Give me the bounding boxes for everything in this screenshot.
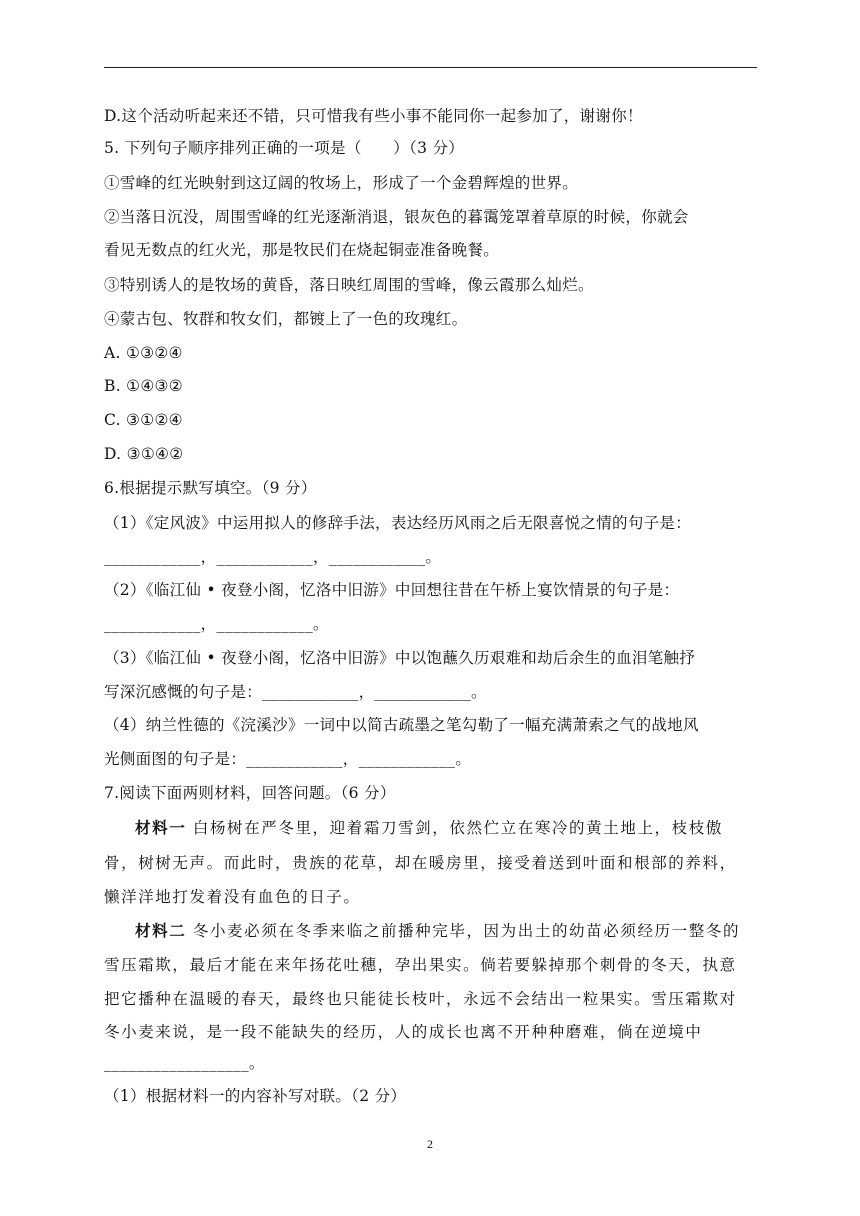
material-1-label: 材料一 [135,818,187,837]
q6-part3-prompt: （3）《临江仙 • 夜登小阁，忆洛中旧游》中以饱蘸久历艰难和劫后余生的血泪笔触抒 [104,649,696,667]
q6-part1-prompt: （1）《定风波》中运用拟人的修辞手法，表达经历风雨之后无限喜悦之情的句子是： [104,514,692,532]
q5-sentence-1: ①雪峰的红光映射到这辽阔的牧场上，形成了一个金碧辉煌的世界。 [104,174,579,192]
material-2-label: 材料二 [135,921,187,940]
q7-material-2-line-2: 雪压霜欺，最后才能在来年扬花吐穗，孕出果实。倘若要躲掉那个刺骨的冬天，执意 [104,956,737,974]
q7-material-2-line-1 [104,921,740,941]
q6-part1-blanks: ____________，____________，____________。 [104,548,442,566]
material-2-text: 冬小麦必须在冬季来临之前播种完毕，因为出土的幼苗必须经历一整冬的 [186,922,741,940]
q5-sentence-3: ③特别诱人的是牧场的黄昏，落日映红周围的雪峰，像云霞那么灿烂。 [104,276,594,294]
q7-stem: 7.阅读下面两则材料，回答问题。（6 分） [104,784,396,802]
q6-part2-prompt: （2）《临江仙 • 夜登小阁，忆洛中旧游》中回想往昔在午桥上宴饮情景的句子是： [104,581,680,599]
q6-part4-prompt: （4）纳兰性德的《浣溪沙》一词中以简古疏墨之笔勾勒了一幅充满萧索之气的战地风 [104,716,699,734]
q5-option-c: C. ③①②④ [104,411,183,429]
q7-material-2-line-3: 把它播种在温暖的春天，最终也只能徒长枝叶，永远不会结出一粒果实。雪压霜欺对 [104,990,737,1008]
q7-sub-question-1: （1）根据材料一的内容补写对联。（2 分） [104,1087,407,1105]
page-number: 2 [427,1137,433,1151]
q7-material-2-blank: __________________。 [104,1054,265,1072]
q7-material-1-line-2: 骨，树树无声。而此时，贵族的花草，却在暖房里，接受着送到叶面和根部的养料， [104,854,737,872]
q6-part4-blanks: 光侧面图的句子是：____________，____________。 [104,750,472,768]
header-rule [104,67,757,68]
q7-material-2-line-4: 冬小麦来说，是一段不能缺失的经历，人的成长也离不开种种磨难，倘在逆境中 [104,1023,703,1041]
q6-part2-blanks: ____________，____________。 [104,615,329,633]
q5-option-a: A. ①③②④ [104,344,183,362]
q5-option-d: D. ③①④② [104,445,184,463]
q5-stem: 5. 下列句子顺序排列正确的一项是（ ）（3 分） [104,139,465,157]
q4-option-d: D.这个活动听起来还不错，只可惜我有些小事不能同你一起参加了，谢谢你！ [104,107,643,125]
q5-sentence-4: ④蒙古包、牧群和牧女们，都镀上了一色的玫瑰红。 [104,310,468,328]
q5-sentence-2b: 看见无数点的红火光，那是牧民们在烧起铜壶准备晚餐。 [104,241,500,259]
q6-part3-blanks: 写深沉感慨的句子是：____________，____________。 [104,683,487,701]
material-1-text: 白杨树在严冬里，迎着霜刀雪剑，依然伫立在寒冷的黄土地上，枝枝傲 [186,819,723,837]
q5-sentence-2a: ②当落日沉没，周围雪峰的红光逐渐消退，银灰色的暮霭笼罩着草原的时候，你就会 [104,208,689,226]
q5-option-b: B. ①④③② [104,377,183,395]
q7-material-1-line-1 [104,818,723,838]
q7-material-1-line-3: 懒洋洋地打发着没有血色的日子。 [104,888,361,906]
q6-stem: 6.根据提示默写填空。（9 分） [104,479,317,497]
